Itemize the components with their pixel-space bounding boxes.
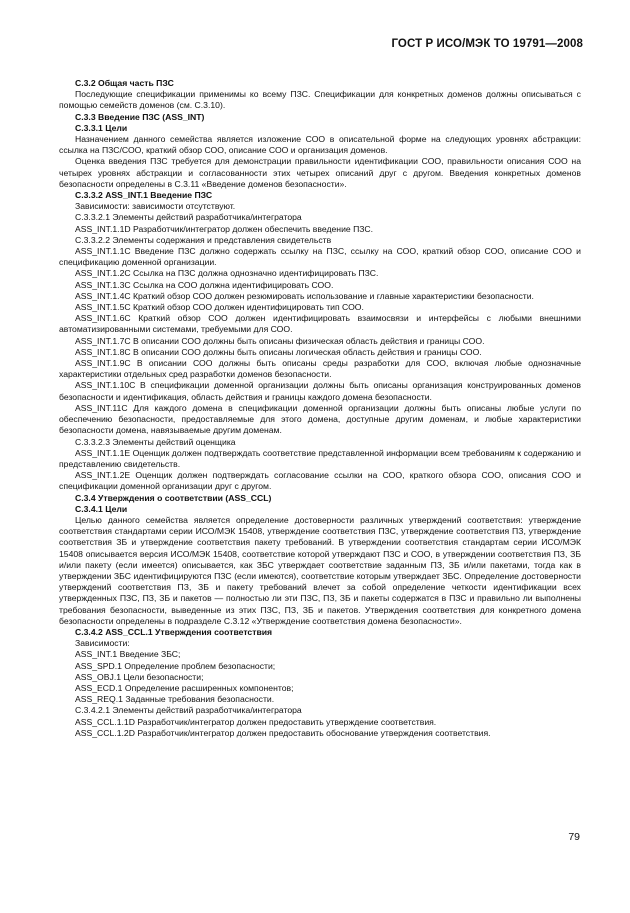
body-paragraph: ASS_SPD.1 Определение проблем безопасности;	[75, 660, 276, 671]
body-paragraph: ASS_INT.1.1C Введение ПЗС должно содержать ссылку на ПЗС, ссылку на СОО, краткий обзор СОО, описание СОО и спецификацию доменной организации.	[59, 246, 581, 268]
body-paragraph: ASS_INT.11C Для каждого домена в спецификации доменной организации должны быть описаны любые услуги по обеспечению безопасности, предоставляемые для этого домена, доступные другим доменам, и любые характеристики безопасности домена, навязываемые другим доменам.	[59, 402, 581, 436]
body-paragraph: ASS_INT.1.4C Краткий обзор СОО должен резюмировать использование и главные характеристики безопасности.	[75, 290, 534, 301]
body-paragraph: ASS_INT.1.2E Оценщик должен подтверждать согласование ссылки на СОО, краткого обзора СОО, описания СОО и спецификации доменной организации друг с другом.	[59, 470, 581, 492]
body-paragraph: Целью данного семейства является определение достоверности различных утверждений соответствия: утверждение соответствия стандартами серии ИСО/МЭК 15408, утверждение соответствия ПЗС, утверждение соответствия ПЗ, утверждение соответствия ЗБ и утверждение соответствия пакету требований. В утверждении соответствия стандартам серии ИСО/МЭК 15408 описывается версия ИСО/МЭК 15408, соответствие которой утверждают ПЗС и СОО, в утверждении соответствия ПЗ, ЗБ и/или пакету (если имеется) описывается, как ЗБС утверждает соответствие заданным ПЗ, ЗБ и/или пакетами, тогда как в утверждении ЗБС идентифицируются ПЗС (если имеются), соответствие которым утверждает ЗБС. Определение достоверности утверждений соответствия ПЗ, ЗБ и пакету требований влечет за собой определение четкости идентификации всех утвержденных ПЗС, ПЗ, ЗБ и пакетов — полностью ли эти ПЗС, ПЗ, ЗБ и пакеты содержатся в ПЗС и правильно ли выполнены требования безопасности, выведенные из этих ПЗС, ПЗ, ЗБ и пакетов. Утверждения соответствия для конкретного домена безопасности определены в подразделе С.3.12 «Утверждение соответствия домена безопасности».	[59, 514, 581, 626]
section-heading: С.3.3 Введение ПЗС (ASS_INT)	[75, 111, 205, 122]
body-paragraph: Последующие спецификации применимы ко всему ПЗС. Спецификации для конкретных доменов должны описываться с помощью семейств доменов (см. С.3.10).	[59, 89, 581, 111]
page-number: 79	[568, 831, 580, 843]
section-heading: С.3.2 Общая часть ПЗС	[75, 78, 174, 88]
section-heading: С.3.3.2 ASS_INT.1 Введение ПЗС	[75, 190, 213, 201]
body-paragraph: ASS_INT.1 Введение ЗБС;	[75, 649, 181, 660]
body-paragraph: Назначением данного семейства является изложение СОО в описательной форме на следующих уровнях абстракции: ссылка на ПЗС/СОО, краткий обзор СОО, описание СОО и организация доменов.	[59, 134, 581, 156]
body-paragraph: С.3.4.2.1 Элементы действий разработчика/интегратора	[75, 705, 302, 716]
body-paragraph: ASS_INT.1.2C Ссылка на ПЗС должна однозначно идентифицировать ПЗС.	[75, 268, 379, 279]
body-paragraph: ASS_CCL.1.1D Разработчик/интегратор должен предоставить утверждение соответствия.	[75, 716, 437, 727]
section-heading: С.3.4 Утверждения о соответствии (ASS_CCL)	[75, 492, 272, 503]
body-paragraph: ASS_REQ.1 Заданные требования безопасности.	[75, 694, 275, 705]
document-header: ГОСТ Р ИСО/МЭК ТО 19791—2008	[391, 38, 583, 50]
section-heading: С.3.3.1 Цели	[75, 122, 128, 133]
body-paragraph: ASS_INT.1.1E Оценщик должен подтверждать соответствие представленной информации всем требованиям к содержанию и представлению свидетельств.	[59, 447, 581, 469]
section-heading: С.3.4.1 Цели	[75, 503, 128, 514]
body-paragraph: ASS_INT.1.1D Разработчик/интегратор должен обеспечить введение ПЗС.	[75, 223, 374, 234]
body-paragraph: С.3.3.2.1 Элементы действий разработчика/интегратора	[75, 212, 302, 223]
document-body	[59, 78, 581, 739]
body-paragraph: С.3.3.2.3 Элементы действий оценщика	[75, 436, 236, 447]
body-paragraph: ASS_ECD.1 Определение расширенных компонентов;	[75, 682, 294, 693]
body-paragraph: Оценка введения ПЗС требуется для демонстрации правильности идентификации СОО, правильности описания СОО на четырех уровнях абстракции и согласованности этих четырех описаний друг с другом. Введения конкретных доменов безопасности определены в С.3.11 «Введение доменов безопасности».	[59, 156, 581, 189]
body-paragraph: Зависимости:	[75, 638, 130, 649]
body-paragraph: ASS_INT.1.3C Ссылка на СОО должна идентифицировать СОО.	[75, 279, 334, 290]
body-paragraph: ASS_INT.1.7C В описании СОО должны быть описаны физическая область действия и границы СОО.	[75, 335, 485, 346]
section-heading: С.3.4.2 ASS_CCL.1 Утверждения соответствия	[75, 626, 273, 637]
body-paragraph: ASS_INT.1.9C В описании СОО должны быть описаны среды разработки для СОО, включая любые однозначные характеристики отдельных сред разработки доменов безопасности.	[59, 358, 581, 380]
body-paragraph: ASS_INT.1.5C Краткий обзор СОО должен идентифицировать тип СОО.	[75, 302, 364, 313]
body-paragraph: Зависимости: зависимости отсутствуют.	[75, 201, 236, 212]
body-paragraph: ASS_OBJ.1 Цели безопасности;	[75, 671, 204, 682]
body-paragraph: ASS_INT.1.8C В описании СОО должны быть описаны логическая область действия и границы СОО.	[75, 346, 482, 357]
body-paragraph: ASS_CCL.1.2D Разработчик/интегратор должен предоставить обоснование утверждения соответствия.	[75, 727, 491, 738]
body-paragraph: ASS_INT.1.6C Краткий обзор СОО должен идентифицировать взаимосвязи и интерфейсы с любыми внешними автоматизированными системами, требуемыми для СОО.	[59, 313, 581, 335]
body-paragraph: С.3.3.2.2 Элементы содержания и представления свидетельств	[75, 234, 332, 245]
body-paragraph: ASS_INT.1.10C В спецификации доменной организации должны быть описаны организация конструированных доменов безопасности и идентификация, область действия и границы каждого домена безопасности.	[59, 380, 581, 402]
